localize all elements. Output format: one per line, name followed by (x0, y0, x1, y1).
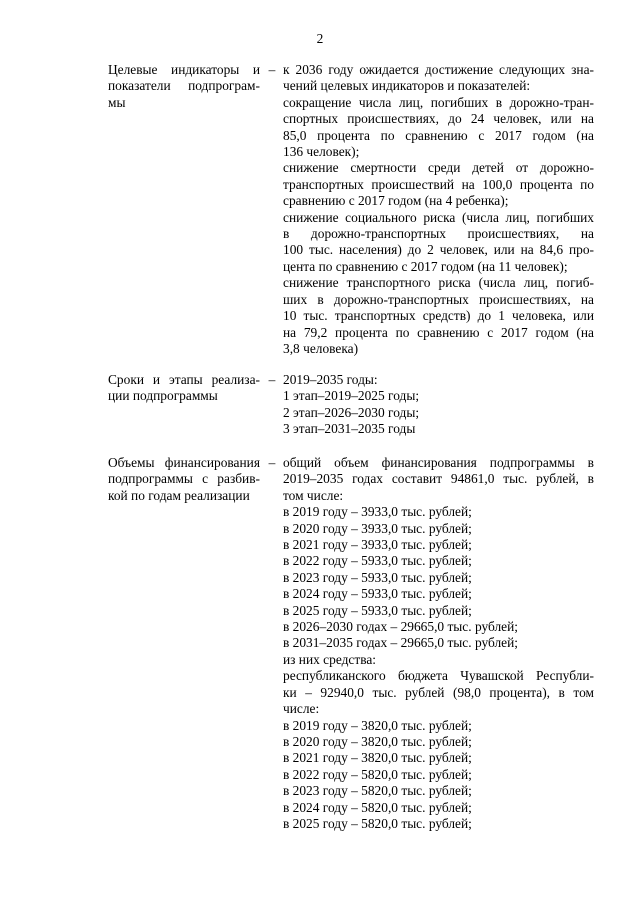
label-line: показатели подпрограм- (108, 78, 260, 94)
row-content (283, 372, 594, 438)
row-dash: – (268, 455, 276, 470)
content-line: в 2019 году – 3933,0 тыс. рублей; (283, 504, 472, 520)
content-line: том числе: (283, 487, 344, 503)
content-line: транспортных происшествий на 100,0 процента по (283, 176, 594, 192)
content-line: числе: (283, 701, 320, 717)
content-line: чений целевых индикаторов и показателей: (283, 78, 531, 94)
content-line: сокращение числа лиц, погибших в дорожно-тран- (283, 94, 594, 110)
content-line: сравнению с 2017 годом (на 4 ребенка); (283, 193, 509, 209)
content-line: республиканского бюджета Чувашской Республи- (283, 668, 594, 684)
label-line: мы (108, 94, 126, 110)
content-line: в 2020 году – 3820,0 тыс. рублей; (283, 733, 472, 749)
row-label (108, 62, 260, 111)
content-line: в 2031–2035 годах – 29665,0 тыс. рублей; (283, 635, 518, 651)
content-line: 3 этап–2031–2035 годы (283, 421, 416, 437)
content-line: в 2023 году – 5820,0 тыс. рублей; (283, 783, 472, 799)
content-line: из них средства: (283, 651, 377, 667)
content-line: снижение смертности среди детей от дорожно- (283, 160, 594, 176)
content-line: 10 тыс. транспортных средств) до 1 человека, или (283, 308, 594, 324)
page-number: 2 (316, 31, 324, 46)
row-label (108, 455, 260, 504)
content-line: в 2024 году – 5933,0 тыс. рублей; (283, 586, 472, 602)
content-line: 2 этап–2026–2030 годы; (283, 404, 420, 420)
content-line: в 2024 году – 5820,0 тыс. рублей; (283, 799, 472, 815)
content-line: ших в дорожно-транспортных происшествиях, на (283, 291, 594, 307)
content-line: 2019–2035 годы: (283, 372, 378, 387)
content-line: в 2019 году – 3820,0 тыс. рублей; (283, 717, 472, 733)
row-dash: – (268, 372, 276, 387)
content-line: в 2022 году – 5820,0 тыс. рублей; (283, 766, 472, 782)
content-line: 85,0 процента по сравнению с 2017 годом (на (283, 127, 594, 143)
label-line: кой по годам реализации (108, 487, 250, 503)
content-line: 136 человек); (283, 144, 360, 160)
label-line: ции подпрограммы (108, 388, 218, 404)
label-line: Объемы финансирования (108, 455, 260, 470)
content-line: 100 тыс. населения) до 2 человек, или на 84,6 про- (283, 242, 594, 258)
content-line: цента по сравнению с 2017 годом (на 11 человек); (283, 258, 568, 274)
content-line: на 79,2 процента по сравнению с 2017 годом (на (283, 324, 594, 340)
content-line: 3,8 человека) (283, 340, 359, 356)
content-line: спортных происшествиях, до 24 человек, или на (283, 111, 594, 127)
label-line: Целевые индикаторы и (108, 62, 260, 77)
content-line: в 2025 году – 5820,0 тыс. рублей; (283, 815, 472, 831)
content-line: в 2022 году – 5933,0 тыс. рублей; (283, 553, 472, 569)
content-line: в 2021 году – 3933,0 тыс. рублей; (283, 537, 472, 553)
row-label (108, 372, 260, 405)
content-line: к 2036 году ожидается достижение следующих зна- (283, 62, 594, 77)
content-line: в 2020 году – 3933,0 тыс. рублей; (283, 520, 472, 536)
content-line: снижение транспортного риска (числа лиц, погиб- (283, 275, 594, 291)
content-line: 1 этап–2019–2025 годы; (283, 388, 420, 404)
content-line: 2019–2035 годах составит 94861,0 тыс. рублей, в (283, 471, 594, 487)
content-line: в 2026–2030 годах – 29665,0 тыс. рублей; (283, 619, 518, 635)
content-line: ки – 92940,0 тыс. рублей (98,0 процента), в том (283, 684, 594, 700)
label-line: Сроки и этапы реализа- (108, 372, 260, 387)
content-line: в 2021 году – 3820,0 тыс. рублей; (283, 750, 472, 766)
content-line: снижение социального риска (числа лиц, погибших (283, 209, 594, 225)
content-line: в 2025 году – 5933,0 тыс. рублей; (283, 602, 472, 618)
content-line: в 2023 году – 5933,0 тыс. рублей; (283, 569, 472, 585)
row-content (283, 62, 594, 357)
row-dash: – (268, 62, 276, 77)
row-content (283, 455, 594, 832)
content-line: в дорожно-транспортных происшествиях, на (283, 226, 594, 242)
label-line: подпрограммы с разбив- (108, 471, 260, 487)
content-line: общий объем финансирования подпрограммы в (283, 455, 594, 470)
